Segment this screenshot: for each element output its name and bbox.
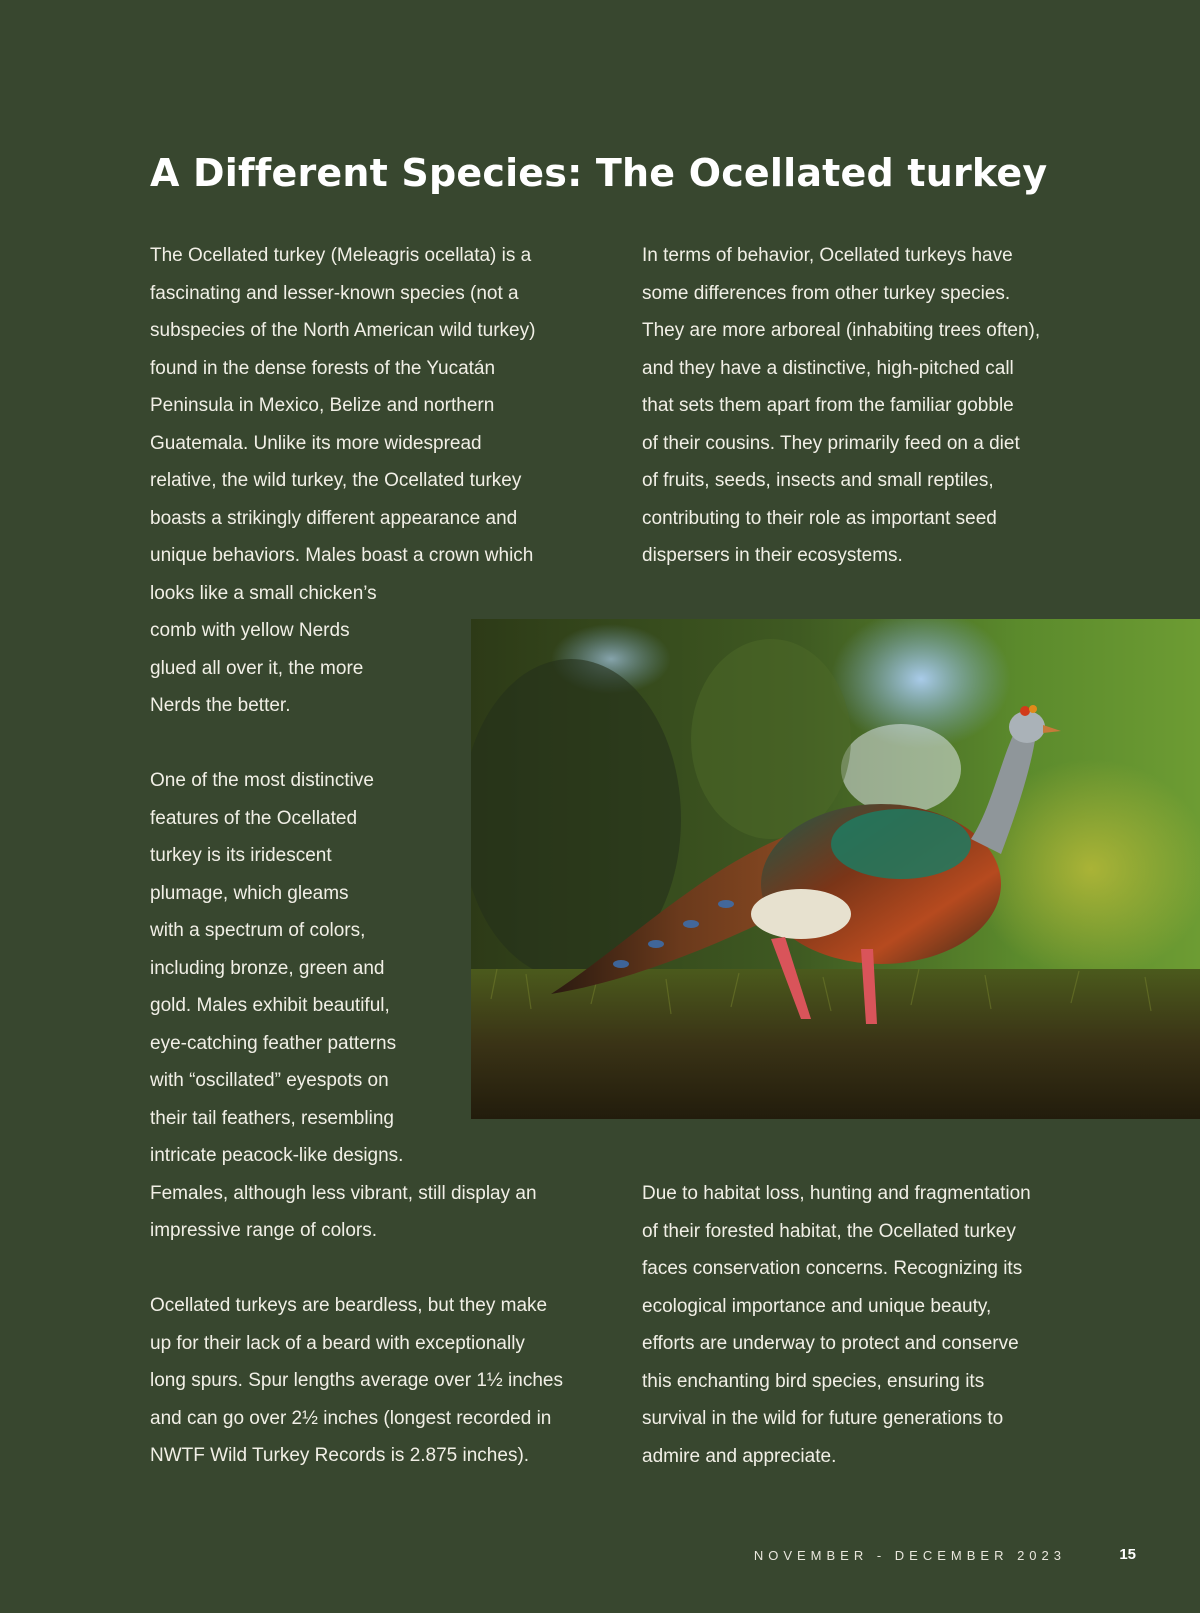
text-line: efforts are underway to protect and conserve: [642, 1333, 1019, 1354]
text-line: features of the Ocellated: [150, 807, 358, 829]
text-line: faces conservation concerns. Recognizing its: [642, 1258, 1023, 1279]
text-line: eye-catching feather patterns: [150, 1032, 397, 1054]
text-line: boasts a strikingly different appearance and: [150, 507, 518, 529]
text-line: comb with yellow Nerds: [150, 620, 350, 641]
text-line: contributing to their role as important seed: [642, 507, 997, 529]
article-title: A Different Species: The Ocellated turkey: [150, 151, 1048, 195]
text-line: that sets them apart from the familiar gobble: [642, 395, 1014, 416]
text-line: One of the most distinctive: [150, 770, 374, 791]
text-line: with a spectrum of colors,: [150, 920, 366, 941]
text-line: They are more arboreal (inhabiting trees often),: [642, 320, 1041, 341]
text-line: glued all over it, the more: [150, 657, 364, 679]
text-line: Ocellated turkeys are beardless, but they make: [150, 1295, 548, 1316]
text-line: this enchanting bird species, ensuring its: [642, 1370, 985, 1392]
text-line: Guatemala. Unlike its more widespread: [150, 432, 482, 454]
text-line: NWTF Wild Turkey Records is 2.875 inches).: [150, 1445, 530, 1466]
text-line: looks like a small chicken’s: [150, 582, 377, 604]
text-line: and can go over 2½ inches (longest recorded in: [150, 1407, 552, 1429]
text-line: of fruits, seeds, insects and small reptiles,: [642, 470, 994, 491]
paragraph-conservation: [642, 1175, 1031, 1475]
paragraph-behavior: [642, 237, 1040, 575]
text-line: long spurs. Spur lengths average over 1½ inches: [150, 1370, 563, 1391]
text-line: subspecies of the North American wild turkey): [150, 320, 536, 341]
text-line: Nerds the better.: [150, 695, 291, 716]
text-line: impressive range of colors.: [150, 1220, 378, 1241]
text-line: some differences from other turkey species.: [642, 282, 1011, 304]
text-line: of their cousins. They primarily feed on a diet: [642, 432, 1020, 454]
text-line: with “oscillated” eyespots on: [150, 1070, 389, 1091]
text-line: up for their lack of a beard with exceptionally: [150, 1332, 525, 1354]
text-line: gold. Males exhibit beautiful,: [150, 995, 390, 1016]
text-line: relative, the wild turkey, the Ocellated turkey: [150, 470, 522, 491]
text-line: their tail feathers, resembling: [150, 1107, 394, 1129]
text-line: The Ocellated turkey (Meleagris ocellata) is a: [150, 245, 532, 266]
text-line: intricate peacock-like designs.: [150, 1145, 404, 1166]
text-line: plumage, which gleams: [150, 882, 349, 904]
text-line: fascinating and lesser-known species (not a: [150, 282, 519, 304]
text-line: including bronze, green and: [150, 957, 385, 979]
text-line: survival in the wild for future generations to: [642, 1408, 1004, 1429]
text-line: Females, although less vibrant, still display an: [150, 1182, 537, 1204]
text-line: found in the dense forests of the Yucatán: [150, 357, 496, 379]
issue-date: NOVEMBER - DECEMBER 2023: [753, 1548, 1066, 1563]
ocellated-turkey-photo: [471, 619, 1200, 1119]
text-line: unique behaviors. Males boast a crown which: [150, 545, 534, 566]
text-line: dispersers in their ecosystems.: [642, 545, 903, 566]
turkey-illustration: [471, 619, 1200, 1119]
text-line: In terms of behavior, Ocellated turkeys have: [642, 245, 1013, 266]
text-line: turkey is its iridescent: [150, 845, 332, 866]
text-line: of their forested habitat, the Ocellated turkey: [642, 1220, 1016, 1242]
text-line: and they have a distinctive, high-pitched call: [642, 357, 1014, 379]
text-line: ecological importance and unique beauty,: [642, 1295, 992, 1317]
page-number: 15: [1119, 1546, 1136, 1563]
paragraph-spurs: [150, 1287, 563, 1475]
text-line: Due to habitat loss, hunting and fragmentation: [642, 1183, 1031, 1204]
text-line: admire and appreciate.: [642, 1445, 837, 1467]
text-line: Peninsula in Mexico, Belize and northern: [150, 395, 495, 416]
